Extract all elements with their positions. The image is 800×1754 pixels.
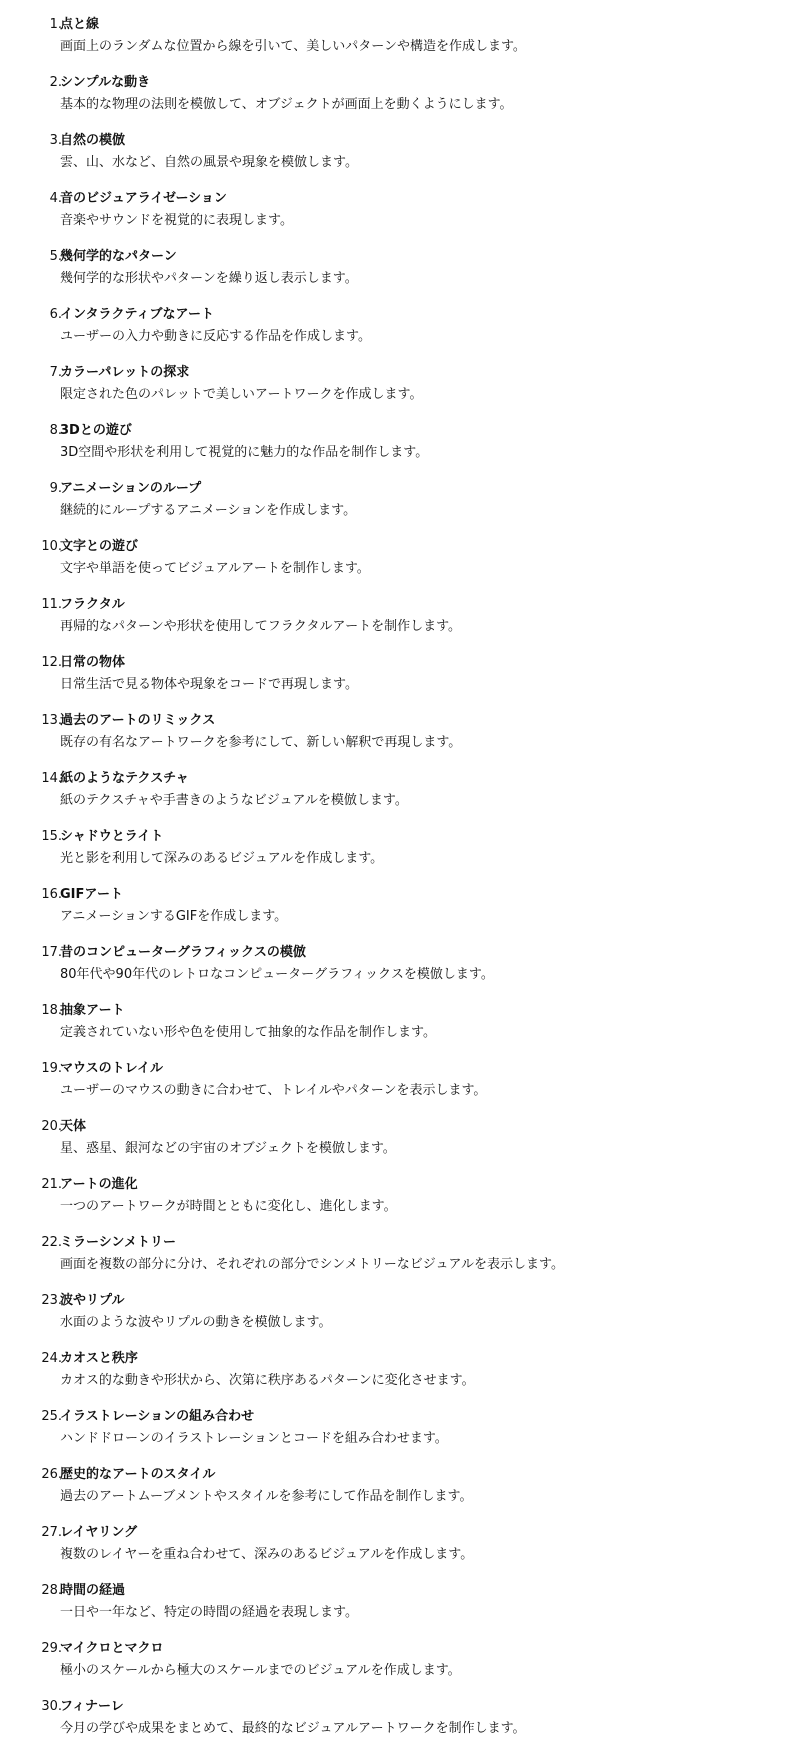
item-description: 継続的にループするアニメーションを作成します。: [60, 503, 357, 518]
item-title: 過去のアートのリミックス: [60, 713, 216, 728]
item-number: 28.: [41, 1583, 62, 1598]
item-title: フィナーレ: [60, 1699, 124, 1714]
item-description: 画面を複数の部分に分け、それぞれの部分でシンメトリーなビジュアルを表示します。: [60, 1257, 564, 1272]
item-number: 29.: [41, 1641, 62, 1656]
item-number: 4.: [49, 191, 62, 206]
item-description: 画面上のランダムな位置から線を引いて、美しいパターンや構造を作成します。: [60, 39, 526, 54]
item-number: 15.: [41, 829, 62, 844]
item-title: マウスのトレイル: [60, 1061, 163, 1076]
item-number: 21.: [41, 1177, 62, 1192]
list-item: [0, 1334, 800, 1388]
list-item: [0, 986, 800, 1040]
list-item: [0, 1102, 800, 1156]
item-title: アートの進化: [60, 1177, 138, 1192]
item-description: 既存の有名なアートワークを参考にして、新しい解釈で再現します。: [60, 735, 462, 750]
item-description: 一日や一年など、特定の時間の経過を表現します。: [60, 1605, 358, 1620]
list-item: [0, 1682, 800, 1736]
list-item: [0, 464, 800, 518]
list-item: [0, 812, 800, 866]
item-number: 26.: [41, 1467, 62, 1482]
item-title: 3Dとの遊び: [60, 423, 132, 438]
item-description: 一つのアートワークが時間とともに変化し、進化します。: [60, 1199, 397, 1214]
item-number: 8.: [49, 423, 62, 438]
item-number: 17.: [41, 945, 62, 960]
item-description: ハンドドローンのイラストレーションとコードを組み合わせます。: [60, 1431, 448, 1446]
item-title: 昔のコンピューターグラフィックスの模倣: [60, 945, 306, 960]
list-item: [0, 870, 800, 924]
item-description: 限定された色のパレットで美しいアートワークを作成します。: [60, 387, 423, 402]
list-item: [0, 754, 800, 808]
list-item: [0, 1276, 800, 1330]
item-number: 16.: [41, 887, 62, 902]
list-item: [0, 580, 800, 634]
list-item: [0, 0, 800, 54]
item-number: 2.: [49, 75, 62, 90]
item-number: 30.: [41, 1699, 62, 1714]
list-item: [0, 406, 800, 460]
item-description: 再帰的なパターンや形状を使用してフラクタルアートを制作します。: [60, 619, 462, 634]
item-description: 光と影を利用して深みのあるビジュアルを作成します。: [60, 851, 384, 866]
item-description: カオス的な動きや形状から、次第に秩序あるパターンに変化させます。: [60, 1373, 475, 1388]
item-title: ミラーシンメトリー: [60, 1235, 177, 1250]
item-title: 自然の模倣: [60, 133, 126, 148]
item-description: 日常生活で見る物体や現象をコードで再現します。: [60, 677, 358, 692]
item-title: カオスと秩序: [60, 1351, 138, 1366]
item-description: 幾何学的な形状やパターンを繰り返し表示します。: [60, 271, 358, 286]
item-description: ユーザーのマウスの動きに合わせて、トレイルやパターンを表示します。: [60, 1083, 487, 1098]
item-description: 紙のテクスチャや手書きのようなビジュアルを模倣します。: [60, 793, 408, 808]
item-title: GIFアート: [60, 887, 123, 902]
item-description: 複数のレイヤーを重ね合わせて、深みのあるビジュアルを作成します。: [60, 1547, 474, 1562]
item-description: 今月の学びや成果をまとめて、最終的なビジュアルアートワークを制作します。: [60, 1721, 526, 1736]
list-item: [0, 1160, 800, 1214]
item-number: 18.: [41, 1003, 62, 1018]
item-description: ユーザーの入力や動きに反応する作品を作成します。: [60, 329, 371, 344]
list-item: [0, 348, 800, 402]
item-number: 20.: [41, 1119, 62, 1134]
list-item: [0, 1624, 800, 1678]
item-title: アニメーションのループ: [60, 481, 202, 496]
item-number: 22.: [41, 1235, 62, 1250]
item-title: 抽象アート: [60, 1003, 125, 1018]
item-number: 9.: [49, 481, 62, 496]
item-description: 音楽やサウンドを視覚的に表現します。: [60, 213, 293, 228]
list-item: [0, 1508, 800, 1562]
item-number: 14.: [41, 771, 62, 786]
item-number: 12.: [41, 655, 62, 670]
item-title: マイクロとマクロ: [60, 1641, 164, 1656]
item-title: 天体: [60, 1119, 87, 1134]
item-title: フラクタル: [60, 597, 125, 612]
item-title: イラストレーションの組み合わせ: [60, 1409, 255, 1424]
item-title: カラーパレットの探求: [60, 365, 190, 380]
item-description: 80年代や90年代のレトロなコンピューターグラフィックスを模倣します。: [60, 967, 494, 982]
list-item: [0, 58, 800, 112]
item-description: 星、惑星、銀河などの宇宙のオブジェクトを模倣します。: [60, 1141, 396, 1156]
item-number: 25.: [41, 1409, 62, 1424]
item-title: 波やリプル: [60, 1293, 125, 1308]
item-number: 11.: [41, 597, 62, 612]
item-number: 6.: [49, 307, 62, 322]
list-item: [0, 1450, 800, 1504]
item-description: アニメーションするGIFを作成します。: [60, 909, 288, 924]
item-description: 3D空間や形状を利用して視覚的に魅力的な作品を制作します。: [60, 445, 429, 460]
item-title: レイヤリング: [60, 1525, 138, 1540]
item-title: インタラクティブなアート: [60, 307, 215, 322]
item-number: 23.: [41, 1293, 62, 1308]
item-title: シンプルな動き: [60, 75, 151, 90]
list-item: [0, 1218, 800, 1272]
list-item: [0, 232, 800, 286]
item-number: 13.: [41, 713, 62, 728]
item-number: 3.: [49, 133, 62, 148]
list-item: [0, 638, 800, 692]
list-item: [0, 290, 800, 344]
item-title: 日常の物体: [60, 655, 126, 670]
item-title: シャドウとライト: [60, 829, 164, 844]
list-item: [0, 174, 800, 228]
item-description: 定義されていない形や色を使用して抽象的な作品を制作します。: [60, 1025, 436, 1040]
item-title: 音のビジュアライゼーション: [60, 191, 227, 206]
item-title: 幾何学的なパターン: [60, 249, 177, 264]
item-description: 水面のような波やリプルの動きを模倣します。: [60, 1315, 332, 1330]
list-item: [0, 1044, 800, 1098]
item-title: 点と線: [60, 17, 100, 32]
item-number: 5.: [49, 249, 62, 264]
item-number: 10.: [41, 539, 62, 554]
item-number: 24.: [41, 1351, 62, 1366]
item-number: 27.: [41, 1525, 62, 1540]
list-item: [0, 522, 800, 576]
item-title: 文字との遊び: [60, 539, 139, 554]
item-title: 紙のようなテクスチャ: [60, 771, 189, 786]
item-number: 1.: [49, 17, 62, 32]
item-description: 基本的な物理の法則を模倣して、オブジェクトが画面上を動くようにします。: [60, 97, 513, 112]
item-title: 歴史的なアートのスタイル: [60, 1467, 216, 1482]
list-item: [0, 928, 800, 982]
item-title: 時間の経過: [60, 1583, 126, 1598]
list-item: [0, 696, 800, 750]
list-item: [0, 1566, 800, 1620]
list-item: [0, 116, 800, 170]
item-description: 文字や単語を使ってビジュアルアートを制作します。: [60, 561, 370, 576]
list-item: [0, 1392, 800, 1446]
item-description: 極小のスケールから極大のスケールまでのビジュアルを作成します。: [60, 1663, 461, 1678]
item-number: 7.: [49, 365, 62, 380]
item-description: 雲、山、水など、自然の風景や現象を模倣します。: [60, 155, 358, 170]
item-number: 19.: [41, 1061, 62, 1076]
item-description: 過去のアートムーブメントやスタイルを参考にして作品を制作します。: [60, 1489, 473, 1504]
